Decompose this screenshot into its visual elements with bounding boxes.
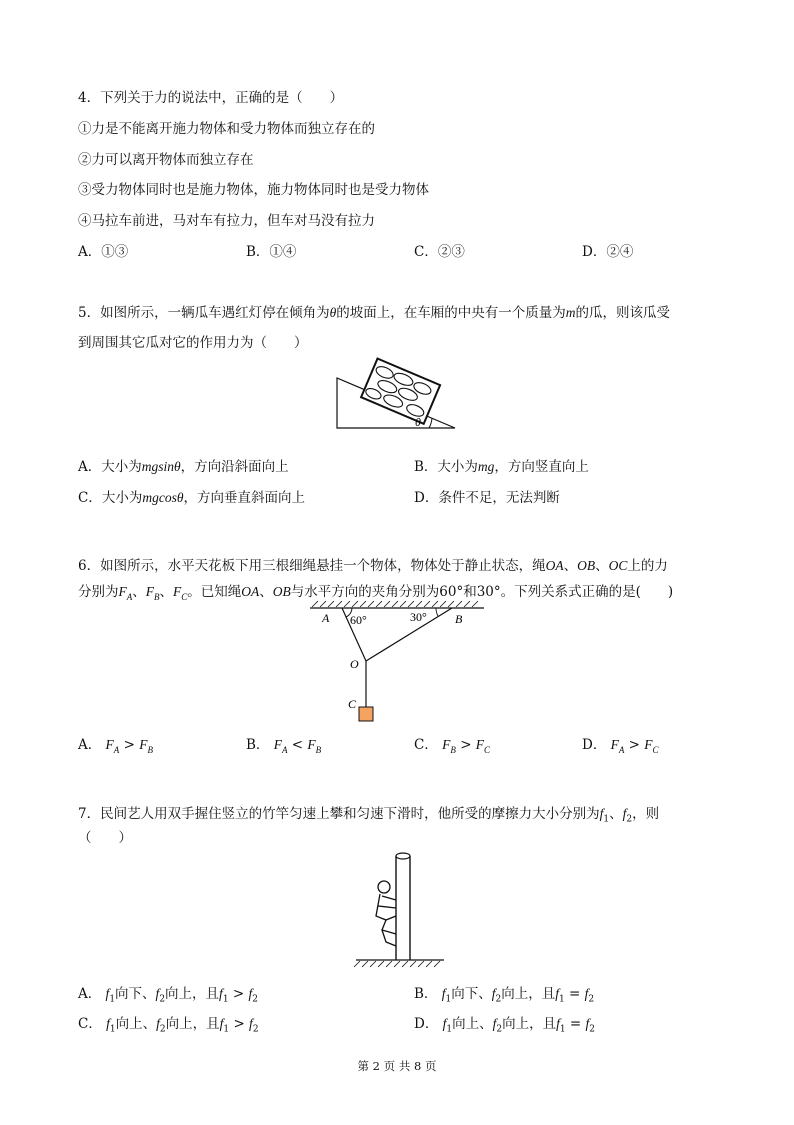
q5-incline-figure [333, 352, 461, 432]
q4-option-b: B．①④ [246, 244, 297, 260]
q5-stem-line1: 5．如图所示，一辆瓜车遇红灯停在倾角为θ的坡面上，在车厢的中央有一个质量为m的瓜，则该瓜受 [78, 305, 670, 321]
q6-option-a: A． $F_A > F_B$ [78, 737, 153, 755]
q6-option-b: B． $F_A < F_B$ [246, 737, 322, 755]
q5-option-b: B．大小为mg，方向竖直向上 [414, 459, 589, 475]
q6-option-d: D． $F_A > F_C$ [582, 737, 659, 755]
q6-label-c: C [348, 697, 357, 711]
q5-theta-label: θ [415, 415, 421, 429]
q5-option-c: C．大小为mgcosθ，方向垂直斜面向上 [78, 490, 305, 506]
q4-option-a: A．①③ [78, 244, 129, 260]
q7-option-a: A． $f_1$向下、$f_2$向上，且$f_1 > f_2$ [78, 986, 258, 1005]
q6-label-a: A [322, 611, 330, 625]
q7-paren: （ ） [78, 830, 132, 846]
q6-label-b: B [455, 612, 463, 626]
q5-stem-line2: 到周围其它瓜对它的作用力为（ ） [78, 335, 308, 351]
q4-statement-3: ③受力物体同时也是施力物体，施力物体同时也是受力物体 [78, 182, 429, 198]
q5-option-d: D．条件不足，无法判断 [414, 490, 560, 506]
q7-pole-climber-figure [352, 850, 448, 972]
q4-statement-2: ②力可以离开物体而独立存在 [78, 152, 254, 168]
q6-option-c: C． $F_B > F_C$ [414, 737, 491, 755]
page-footer: 第 2 页 共 8 页 [357, 1059, 437, 1073]
q6-angle-30: 30° [410, 610, 427, 624]
q4-option-c: C．②③ [414, 244, 465, 260]
q5-option-a: A．大小为mgsinθ，方向沿斜面向上 [78, 459, 289, 475]
q7-option-b: B． $f_1$向下、$f_2$向上，且$f_1 = f_2$ [414, 986, 595, 1005]
q6-rope-figure [306, 600, 490, 726]
q6-stem-line1: 6．如图所示，水平天花板下用三根细绳悬挂一个物体，物体处于静止状态，绳OA、OB、OC上的力 [78, 558, 668, 574]
q7-option-d: D． $f_1$向上、$f_2$向上，且$f_1 = f_2$ [414, 1016, 596, 1035]
q6-label-o: O [350, 657, 359, 671]
q4-stem: 4．下列关于力的说法中，正确的是（ ） [78, 90, 344, 106]
q4-statement-4: ④马拉车前进，马对车有拉力，但车对马没有拉力 [78, 213, 375, 229]
q6-angle-60: 60° [350, 613, 367, 627]
q4-statement-1: ①力是不能离开施力物体和受力物体而独立存在的 [78, 121, 375, 137]
q4-option-d: D．②④ [582, 244, 634, 260]
q6-stem-line2: 分别为$F_A$、$F_B$、$F_C$。已知绳OA、OB与水平方向的夹角分别为60°和30°。下列关系式正确的是( ) [78, 584, 674, 602]
q7-stem-line1: 7．民间艺人用双手握住竖立的竹竿匀速上攀和匀速下滑时，他所受的摩擦力大小分别为$f_1$、$f_2$，则 [78, 806, 660, 825]
q7-option-c: C． $f_1$向上、$f_2$向上，且$f_1 > f_2$ [78, 1016, 259, 1035]
